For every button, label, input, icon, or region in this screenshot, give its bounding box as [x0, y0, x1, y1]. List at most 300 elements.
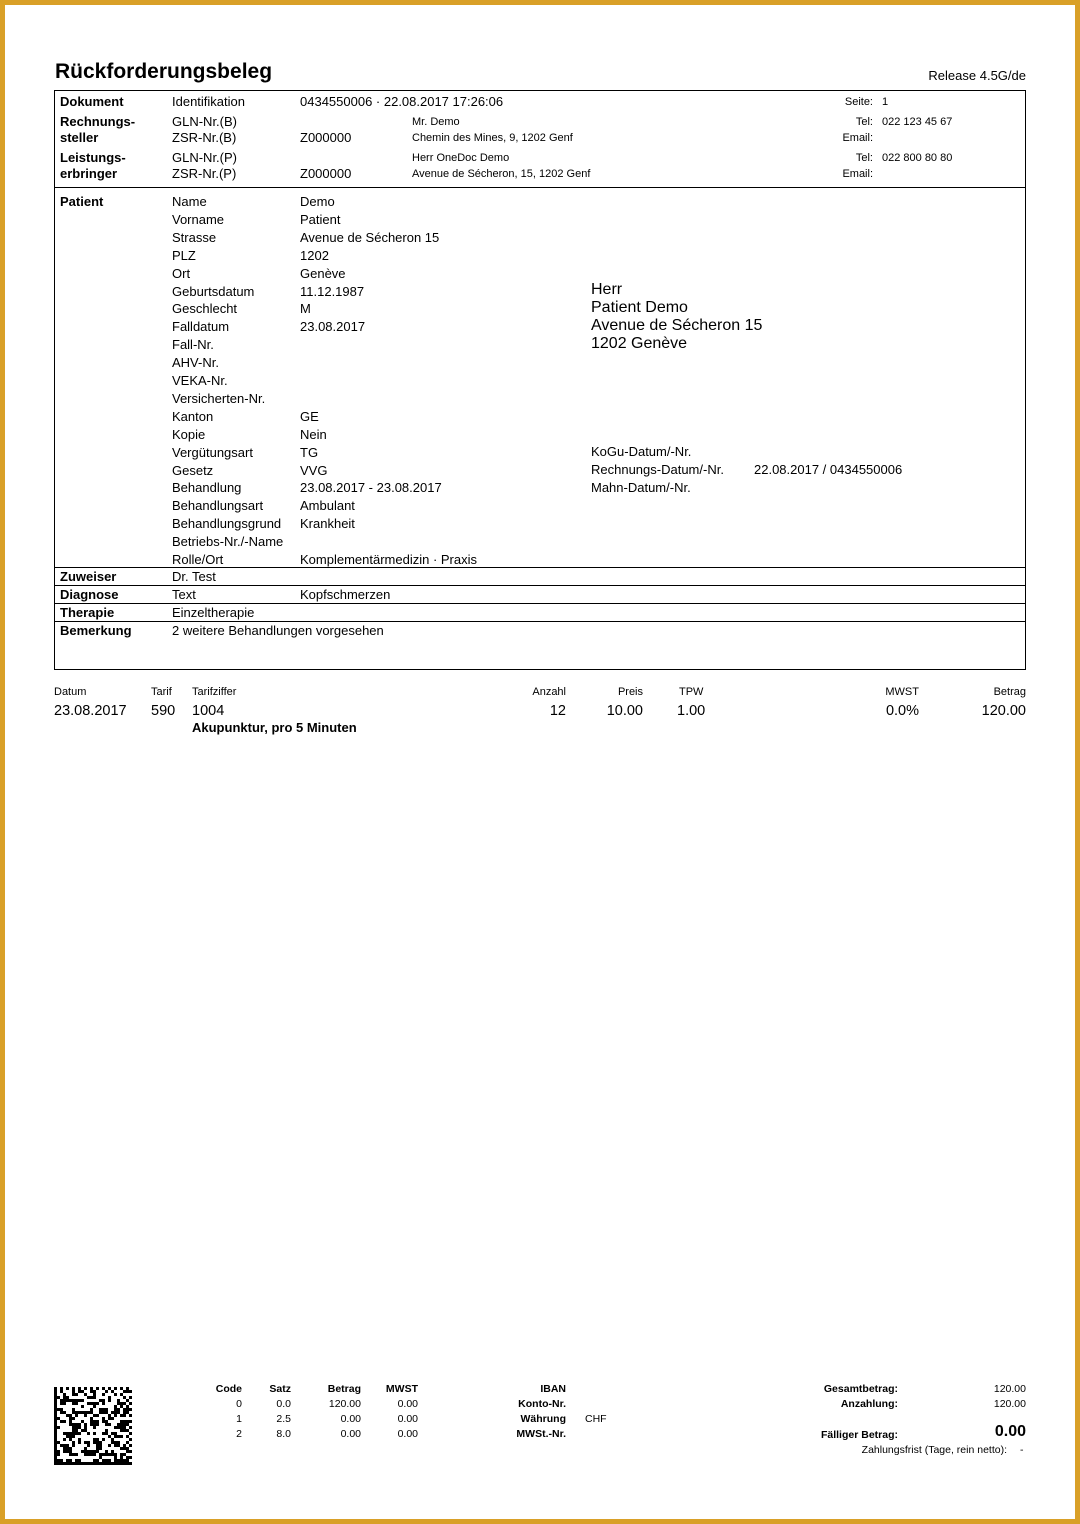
datamatrix-module	[60, 1408, 63, 1411]
datamatrix-module	[99, 1441, 102, 1444]
datamatrix-module	[84, 1441, 87, 1444]
datamatrix-module	[54, 1441, 57, 1444]
datamatrix-module	[120, 1405, 123, 1408]
datamatrix-module	[108, 1423, 111, 1426]
datamatrix-module	[117, 1459, 120, 1462]
patient-field-label: Kopie	[172, 426, 206, 442]
rechnungssteller-email-label: Email:	[842, 132, 873, 144]
datamatrix-module	[72, 1390, 75, 1393]
datamatrix-module	[63, 1462, 66, 1465]
seite-label: Seite:	[844, 96, 873, 108]
datamatrix-module	[81, 1411, 84, 1414]
datamatrix-module	[120, 1459, 123, 1462]
patient-field-label: AHV-Nr.	[172, 355, 219, 371]
col-header-tarif: Tarif	[151, 686, 172, 698]
datamatrix-module	[54, 1408, 57, 1411]
datamatrix-module	[87, 1453, 90, 1456]
diagnose-value: Kopfschmerzen	[300, 587, 391, 602]
patient-field-value: Genève	[300, 265, 346, 281]
datamatrix-module	[90, 1453, 93, 1456]
datamatrix-module	[120, 1429, 123, 1432]
datamatrix-module	[54, 1405, 57, 1408]
vat-cell-code: 1	[236, 1413, 242, 1425]
datamatrix-module	[69, 1462, 72, 1465]
datamatrix-module	[126, 1408, 129, 1411]
datamatrix-module	[84, 1429, 87, 1432]
therapie-value: Einzeltherapie	[172, 605, 255, 620]
patient-address-line: 1202 Genève	[591, 335, 688, 352]
datamatrix-module	[54, 1393, 57, 1396]
rechnungssteller-address: Chemin des Mines, 9, 1202 Genf	[412, 132, 573, 144]
datamatrix-module	[54, 1438, 57, 1441]
datamatrix-module	[105, 1411, 108, 1414]
datamatrix-module	[90, 1387, 93, 1390]
datamatrix-module	[123, 1411, 126, 1414]
dokument-label: Dokument	[60, 94, 124, 109]
patient-field-label: Ort	[172, 265, 191, 281]
datamatrix-module	[99, 1408, 102, 1411]
datamatrix-module	[114, 1453, 117, 1456]
datamatrix-module	[129, 1396, 132, 1399]
patient-field-label: Name	[172, 194, 207, 209]
datamatrix-module	[75, 1411, 78, 1414]
datamatrix-module	[63, 1399, 66, 1402]
zuweiser-label: Zuweiser	[60, 569, 117, 584]
datamatrix-module	[114, 1459, 117, 1462]
datamatrix-module	[114, 1462, 117, 1465]
datamatrix-module	[84, 1393, 87, 1396]
datamatrix-module	[57, 1396, 60, 1399]
datamatrix-module	[63, 1444, 66, 1447]
datamatrix-module	[90, 1450, 93, 1453]
datamatrix-module	[126, 1456, 129, 1459]
datamatrix-module	[54, 1432, 57, 1435]
zsr-b-value: Z000000	[300, 130, 352, 145]
patient-field-label: VEKA-Nr.	[172, 373, 228, 388]
datamatrix-module	[123, 1462, 126, 1465]
mahn-label: Mahn-Datum/-Nr.	[591, 480, 691, 495]
vat-header-code: Code	[215, 1383, 242, 1395]
patient-field-value: 1202	[300, 247, 329, 263]
datamatrix-module	[78, 1411, 81, 1414]
datamatrix-module	[123, 1408, 126, 1411]
datamatrix-module	[87, 1402, 90, 1405]
datamatrix-module	[111, 1453, 114, 1456]
patient-label: Patient	[60, 194, 104, 209]
datamatrix-module	[99, 1411, 102, 1414]
datamatrix-module	[57, 1417, 60, 1420]
datamatrix-module	[54, 1399, 57, 1402]
patient-field-label: Fall-Nr.	[172, 337, 214, 353]
datamatrix-module	[60, 1444, 63, 1447]
datamatrix-module	[126, 1435, 129, 1438]
datamatrix-module	[126, 1423, 129, 1426]
datamatrix-module	[108, 1399, 111, 1402]
vat-header-satz: Satz	[269, 1383, 291, 1395]
patient-field-label: Betriebs-Nr./-Name	[172, 534, 284, 550]
waehrung-value: CHF	[585, 1413, 607, 1425]
vat-cell-satz: 0.0	[276, 1398, 291, 1410]
datamatrix-module	[105, 1450, 108, 1453]
datamatrix-module	[78, 1426, 81, 1429]
patient-field-label: Kanton	[172, 408, 214, 424]
datamatrix-module	[78, 1390, 81, 1393]
vat-cell-satz: 8.0	[276, 1428, 291, 1440]
datamatrix-module	[72, 1429, 75, 1432]
rechnungssteller-label-2: steller	[60, 130, 99, 145]
datamatrix-module	[60, 1420, 63, 1423]
datamatrix-module	[129, 1408, 132, 1411]
datamatrix-module	[54, 1426, 57, 1429]
patient-field-value: Avenue de Sécheron 15	[300, 229, 440, 245]
datamatrix-module	[81, 1429, 84, 1432]
datamatrix-module	[126, 1405, 129, 1408]
identifikation-value: 0434550006 · 22.08.2017 17:26:06	[300, 94, 504, 109]
datamatrix-module	[54, 1387, 57, 1390]
service-preis: 10.00	[606, 703, 643, 719]
datamatrix-module	[99, 1456, 102, 1459]
datamatrix-module	[96, 1459, 99, 1462]
therapie-label: Therapie	[60, 605, 115, 620]
datamatrix-module	[102, 1432, 105, 1435]
zsr-p-label: ZSR-Nr.(P)	[172, 166, 237, 181]
datamatrix-module	[117, 1462, 120, 1465]
datamatrix-module	[105, 1459, 108, 1462]
service-tarif: 590	[151, 703, 176, 719]
datamatrix-module	[66, 1459, 69, 1462]
service-tarifziffer: 1004	[192, 703, 225, 719]
datamatrix-module	[114, 1414, 117, 1417]
datamatrix-module	[87, 1441, 90, 1444]
datamatrix-module	[123, 1447, 126, 1450]
datamatrix-module	[54, 1444, 57, 1447]
datamatrix-module	[102, 1399, 105, 1402]
datamatrix-module	[90, 1390, 93, 1393]
datamatrix-module	[93, 1423, 96, 1426]
datamatrix-module	[66, 1399, 69, 1402]
datamatrix-module	[126, 1429, 129, 1432]
bemerkung-label: Bemerkung	[60, 623, 132, 638]
zsr-p-value: Z000000	[300, 166, 352, 181]
datamatrix-module	[93, 1438, 96, 1441]
datamatrix-module	[93, 1450, 96, 1453]
patient-field-label: Strasse	[172, 229, 217, 245]
diagnose-label: Diagnose	[60, 587, 119, 602]
service-datum: 23.08.2017	[54, 703, 127, 719]
rechnungs-datum-label: Rechnungs-Datum/-Nr.	[591, 462, 724, 477]
datamatrix-module	[75, 1429, 78, 1432]
datamatrix-module	[111, 1441, 114, 1444]
datamatrix-module	[78, 1387, 81, 1390]
datamatrix-module	[81, 1462, 84, 1465]
datamatrix-module	[114, 1426, 117, 1429]
datamatrix-module	[75, 1414, 78, 1417]
datamatrix-module	[102, 1459, 105, 1462]
divider	[55, 585, 1025, 586]
datamatrix-module	[90, 1462, 93, 1465]
faelliger-betrag-label: Fälliger Betrag:	[820, 1429, 898, 1441]
datamatrix-module	[129, 1414, 132, 1417]
datamatrix-module	[54, 1414, 57, 1417]
datamatrix-module	[123, 1426, 126, 1429]
datamatrix-module	[54, 1420, 57, 1423]
datamatrix-module	[102, 1408, 105, 1411]
document-page	[5, 5, 1075, 1519]
datamatrix-module	[75, 1399, 78, 1402]
datamatrix-module	[126, 1399, 129, 1402]
divider	[55, 603, 1025, 604]
datamatrix-module	[72, 1402, 75, 1405]
datamatrix-module	[72, 1393, 75, 1396]
datamatrix-module	[69, 1435, 72, 1438]
datamatrix-module	[72, 1444, 75, 1447]
release-label: Release 4.5G/de	[928, 68, 1026, 83]
datamatrix-module	[54, 1429, 57, 1432]
leistungserbringer-name: Herr OneDoc Demo	[412, 152, 510, 164]
mwst-nr-label: MWSt.-Nr.	[516, 1428, 566, 1440]
datamatrix-module	[102, 1393, 105, 1396]
datamatrix-module	[54, 1456, 57, 1459]
datamatrix-module	[57, 1450, 60, 1453]
datamatrix-module	[75, 1459, 78, 1462]
zuweiser-value: Dr. Test	[172, 569, 216, 584]
leistungserbringer-address: Avenue de Sécheron, 15, 1202 Genf	[412, 168, 591, 180]
datamatrix-module	[75, 1453, 78, 1456]
datamatrix-module	[120, 1387, 123, 1390]
datamatrix-module	[117, 1408, 120, 1411]
datamatrix-module	[72, 1426, 75, 1429]
datamatrix-module	[72, 1417, 75, 1420]
datamatrix-module	[84, 1447, 87, 1450]
datamatrix-module	[72, 1423, 75, 1426]
rechnungssteller-label-1: Rechnungs-	[60, 114, 136, 129]
datamatrix-module	[99, 1447, 102, 1450]
datamatrix-module	[66, 1387, 69, 1390]
patient-field-value: 23.08.2017	[300, 319, 366, 335]
datamatrix-module	[72, 1432, 75, 1435]
patient-field-value: Komplementärmedizin · Praxis	[300, 552, 478, 567]
datamatrix-module	[78, 1459, 81, 1462]
datamatrix-module	[93, 1459, 96, 1462]
datamatrix-module	[129, 1390, 132, 1393]
datamatrix-module	[120, 1420, 123, 1423]
datamatrix-module	[108, 1444, 111, 1447]
patient-field-label: Geschlecht	[172, 301, 238, 317]
anzahlung-label: Anzahlung:	[840, 1398, 898, 1410]
datamatrix-module	[81, 1390, 84, 1393]
datamatrix-module	[111, 1450, 114, 1453]
datamatrix-module	[108, 1462, 111, 1465]
datamatrix-module	[108, 1453, 111, 1456]
col-header-tarifziffer: Tarifziffer	[192, 686, 237, 698]
datamatrix-module	[72, 1411, 75, 1414]
datamatrix-module	[69, 1453, 72, 1456]
leistungserbringer-label-1: Leistungs-	[60, 150, 126, 165]
datamatrix-module	[93, 1420, 96, 1423]
datamatrix-module	[129, 1432, 132, 1435]
datamatrix-module	[126, 1411, 129, 1414]
datamatrix-module	[99, 1399, 102, 1402]
vat-header-betrag: Betrag	[327, 1383, 361, 1395]
datamatrix-module	[78, 1432, 81, 1435]
datamatrix-module	[102, 1402, 105, 1405]
datamatrix-module	[93, 1441, 96, 1444]
datamatrix-module	[69, 1399, 72, 1402]
datamatrix-module	[105, 1408, 108, 1411]
leistungserbringer-label-2: erbringer	[60, 166, 118, 181]
datamatrix-module	[75, 1402, 78, 1405]
datamatrix-module	[72, 1462, 75, 1465]
datamatrix-module	[111, 1438, 114, 1441]
datamatrix-module	[111, 1411, 114, 1414]
datamatrix-module	[93, 1426, 96, 1429]
datamatrix-module	[129, 1456, 132, 1459]
datamatrix-module	[93, 1393, 96, 1396]
patient-field-value: TG	[300, 444, 319, 460]
datamatrix-module	[54, 1396, 57, 1399]
datamatrix-module	[117, 1411, 120, 1414]
datamatrix-module	[72, 1399, 75, 1402]
datamatrix-module	[66, 1462, 69, 1465]
gesamtbetrag-label: Gesamtbetrag:	[823, 1383, 898, 1395]
datamatrix-module	[78, 1462, 81, 1465]
datamatrix-module	[117, 1444, 120, 1447]
seite-value: 1	[882, 96, 889, 108]
datamatrix-module	[90, 1411, 93, 1414]
datamatrix-module	[105, 1420, 108, 1423]
datamatrix-module	[66, 1450, 69, 1453]
datamatrix-module	[75, 1462, 78, 1465]
patient-field-label: Versicherten-Nr.	[172, 390, 266, 406]
faelliger-betrag-value: 0.00	[994, 1423, 1026, 1440]
col-header-anzahl: Anzahl	[532, 686, 566, 698]
datamatrix-module	[102, 1438, 105, 1441]
datamatrix-module	[69, 1423, 72, 1426]
datamatrix-module	[90, 1420, 93, 1423]
patient-field-value: Nein	[300, 426, 327, 442]
datamatrix-module	[60, 1387, 63, 1390]
datamatrix-module	[108, 1387, 111, 1390]
patient-field-label: Gesetz	[172, 462, 214, 478]
datamatrix-module	[93, 1462, 96, 1465]
datamatrix-module	[90, 1396, 93, 1399]
patient-field-value: Patient	[300, 211, 341, 227]
datamatrix-module	[60, 1459, 63, 1462]
datamatrix-module	[120, 1462, 123, 1465]
datamatrix-module	[96, 1447, 99, 1450]
service-tpw: 1.00	[677, 703, 706, 719]
datamatrix-module	[54, 1459, 57, 1462]
datamatrix-module	[93, 1402, 96, 1405]
gesamtbetrag-value: 120.00	[993, 1383, 1026, 1395]
datamatrix-module	[78, 1441, 81, 1444]
patient-address-line: Patient Demo	[591, 299, 688, 316]
col-header-betrag: Betrag	[993, 686, 1026, 698]
zahlungsfrist-label: Zahlungsfrist (Tage, rein netto):	[861, 1444, 1007, 1456]
patient-field-value: Krankheit	[300, 516, 355, 532]
datamatrix-module	[63, 1402, 66, 1405]
datamatrix-module	[96, 1444, 99, 1447]
waehrung-label: Währung	[520, 1413, 566, 1425]
anzahlung-value: 120.00	[993, 1398, 1026, 1410]
datamatrix-module	[87, 1396, 90, 1399]
datamatrix-module	[75, 1432, 78, 1435]
datamatrix-module	[60, 1411, 63, 1414]
datamatrix-module	[105, 1462, 108, 1465]
datamatrix-module	[102, 1411, 105, 1414]
datamatrix-module	[60, 1399, 63, 1402]
patient-field-value: GE	[300, 408, 319, 424]
datamatrix-module	[66, 1444, 69, 1447]
datamatrix-module	[129, 1438, 132, 1441]
patient-field-label: Vorname	[172, 211, 225, 227]
datamatrix-module	[123, 1414, 126, 1417]
datamatrix-module	[84, 1450, 87, 1453]
datamatrix-module	[96, 1414, 99, 1417]
identifikation-label: Identifikation	[172, 94, 245, 109]
datamatrix-module	[111, 1390, 114, 1393]
datamatrix-module	[84, 1414, 87, 1417]
datamatrix-module	[126, 1390, 129, 1393]
datamatrix-module	[75, 1393, 78, 1396]
leistungserbringer-tel-value: 022 800 80 80	[882, 152, 953, 164]
datamatrix-module	[117, 1426, 120, 1429]
patient-field-value: 11.12.1987	[300, 283, 365, 299]
datamatrix-module	[87, 1450, 90, 1453]
datamatrix-module	[93, 1405, 96, 1408]
datamatrix-module	[63, 1450, 66, 1453]
datamatrix-module	[66, 1396, 69, 1399]
rechnungssteller-tel-value: 022 123 45 67	[882, 116, 953, 128]
kogu-label: KoGu-Datum/-Nr.	[591, 444, 692, 459]
datamatrix-module	[120, 1456, 123, 1459]
datamatrix-module	[57, 1408, 60, 1411]
datamatrix-module	[96, 1420, 99, 1423]
datamatrix-module	[60, 1462, 63, 1465]
datamatrix-module	[102, 1420, 105, 1423]
leistungserbringer-email-label: Email:	[842, 168, 873, 180]
datamatrix-module	[123, 1390, 126, 1393]
vat-cell-betrag: 120.00	[328, 1398, 361, 1410]
datamatrix-module	[69, 1447, 72, 1450]
datamatrix-module	[111, 1462, 114, 1465]
datamatrix-module	[84, 1453, 87, 1456]
datamatrix-module	[129, 1420, 132, 1423]
patient-field-label: Behandlungsart	[172, 498, 264, 514]
datamatrix-module	[126, 1420, 129, 1423]
datamatrix-module	[120, 1426, 123, 1429]
rechnungssteller-name: Mr. Demo	[412, 116, 460, 128]
datamatrix-module	[96, 1387, 99, 1390]
datamatrix-module	[69, 1414, 72, 1417]
datamatrix-module	[81, 1399, 84, 1402]
service-mwst: 0.0%	[885, 703, 919, 719]
datamatrix-module	[54, 1423, 57, 1426]
datamatrix-module	[66, 1435, 69, 1438]
datamatrix-module	[57, 1441, 60, 1444]
datamatrix-module	[123, 1402, 126, 1405]
datamatrix-module	[129, 1426, 132, 1429]
patient-field-label: Falldatum	[172, 319, 230, 335]
datamatrix-module	[54, 1453, 57, 1456]
datamatrix-module	[117, 1441, 120, 1444]
datamatrix-module	[129, 1450, 132, 1453]
header-box	[54, 90, 1026, 670]
patient-field-label: Geburtsdatum	[172, 283, 255, 299]
datamatrix-module	[99, 1462, 102, 1465]
datamatrix-module	[57, 1462, 60, 1465]
datamatrix-module	[54, 1435, 57, 1438]
